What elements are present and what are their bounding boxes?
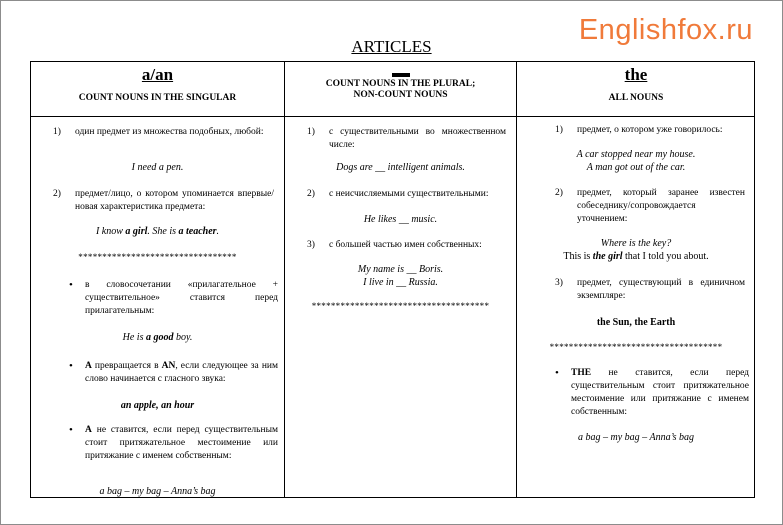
column-body bbox=[31, 117, 284, 497]
column-zero-article bbox=[284, 62, 516, 497]
example-part: boy. bbox=[173, 332, 193, 343]
example-part: I know bbox=[95, 226, 126, 237]
bullet-text bbox=[69, 360, 278, 386]
item-text: предмет, существующий в единичном экземпляре: bbox=[577, 278, 745, 301]
example: A man got out of the car. bbox=[586, 162, 686, 173]
example: an apple, an hour bbox=[120, 400, 195, 411]
item-text: предмет, который заранее известен собеседнику/сопровождается уточнением: bbox=[577, 188, 745, 224]
bullet-icon: • bbox=[69, 360, 73, 372]
header-title: a/an bbox=[141, 65, 174, 84]
column-the bbox=[516, 62, 755, 497]
item-text: с неисчисляемыми существительными: bbox=[329, 189, 489, 199]
bullet-bold: THE bbox=[571, 368, 592, 378]
example-bold: the girl bbox=[592, 251, 623, 262]
rule-item bbox=[53, 188, 274, 214]
item-text: один предмет из множества подобных, любой: bbox=[75, 127, 264, 137]
bullet-icon: • bbox=[69, 279, 73, 291]
header-subtitle: ALL NOUNS bbox=[608, 93, 664, 103]
example: I live in __ Russia. bbox=[363, 277, 438, 288]
item-text: с существительными во множественном числе: bbox=[329, 127, 506, 150]
separator-stars: ************************************ bbox=[549, 342, 723, 352]
bullet-icon: • bbox=[555, 367, 559, 379]
bullet-item bbox=[555, 367, 749, 419]
item-number: 1) bbox=[555, 125, 563, 135]
zero-article-dash bbox=[392, 73, 410, 77]
item-number: 2) bbox=[555, 188, 563, 198]
rule-item bbox=[555, 124, 745, 137]
header-subtitle: COUNT NOUNS IN THE SINGULAR bbox=[78, 93, 237, 103]
example-bold: a good bbox=[145, 332, 174, 343]
column-header-zero bbox=[285, 62, 516, 117]
bullet-part: , если следующее за ним слово начинается с гласного звука: bbox=[85, 361, 278, 384]
rule-item bbox=[555, 277, 745, 303]
separator-stars: ********************************* bbox=[78, 252, 237, 262]
rule-item bbox=[307, 188, 506, 201]
bullet-item bbox=[69, 360, 278, 386]
bullet-bold: A bbox=[85, 361, 92, 371]
example-part: He is bbox=[122, 332, 146, 343]
rule-item bbox=[53, 126, 274, 139]
example-part: that I told you about. bbox=[622, 251, 709, 262]
rule-item bbox=[555, 187, 745, 226]
item-number: 2) bbox=[53, 189, 61, 199]
header-subtitle: COUNT NOUNS IN THE PLURAL; bbox=[325, 79, 476, 89]
example-bold: a teacher bbox=[178, 226, 217, 237]
page-title: ARTICLES bbox=[351, 37, 432, 56]
example: He likes __ music. bbox=[363, 214, 438, 225]
example: Where is the key? bbox=[600, 238, 672, 249]
column-header-the bbox=[517, 62, 755, 117]
column-header-a-an bbox=[31, 62, 284, 117]
separator-stars: ************************************* bbox=[311, 301, 490, 311]
example: a bag – my bag – Anna’s bag bbox=[99, 486, 216, 497]
rule-item bbox=[307, 126, 506, 152]
bullet-icon: • bbox=[69, 424, 73, 436]
example bbox=[31, 225, 284, 238]
bullet-text bbox=[555, 367, 749, 419]
example bbox=[517, 250, 755, 263]
header-subtitle: NON-COUNT NOUNS bbox=[353, 90, 448, 100]
example-part: This is bbox=[563, 251, 593, 262]
bullet-item bbox=[69, 424, 278, 463]
example: the Sun, the Earth bbox=[596, 317, 676, 328]
bullet-text: в словосочетании «прилагательное + существительное» ставится перед прилагательным: bbox=[85, 280, 278, 316]
example: A car stopped near my house. bbox=[576, 149, 696, 160]
column-a-an bbox=[31, 62, 284, 497]
header-title: the bbox=[624, 65, 648, 84]
example-part: . She is bbox=[147, 226, 179, 237]
item-text: с большей частью имен собственных: bbox=[329, 240, 482, 250]
bullet-part: не ставится, если перед существительным стоит притяжательное местоимение или притяжание с именем собственным: bbox=[85, 425, 278, 461]
bullet-bold: A bbox=[85, 425, 92, 435]
example bbox=[31, 331, 284, 344]
bullet-part: превращается в bbox=[91, 361, 162, 371]
bullet-text bbox=[69, 424, 278, 463]
item-number: 1) bbox=[307, 127, 315, 137]
item-number: 2) bbox=[307, 189, 315, 199]
column-body bbox=[285, 117, 516, 497]
item-number: 1) bbox=[53, 127, 61, 137]
brand-logo: Englishfox.ru bbox=[578, 14, 753, 46]
bullet-part: не ставится, если перед существительным стоит притяжательное местоимение или притяжание с именем собственным: bbox=[571, 368, 749, 417]
example: a bag – my bag – Anna’s bag bbox=[577, 432, 695, 443]
example-bold: a girl bbox=[125, 226, 148, 237]
item-number: 3) bbox=[555, 278, 563, 288]
bullet-item bbox=[69, 279, 278, 318]
column-body bbox=[517, 117, 755, 497]
item-number: 3) bbox=[307, 240, 315, 250]
example: Dogs are __ intelligent animals. bbox=[336, 162, 465, 173]
example: I need a pen. bbox=[131, 162, 184, 173]
rule-item bbox=[307, 239, 510, 252]
example: My name is __ Boris. bbox=[357, 264, 444, 275]
item-text: предмет, о котором уже говорилось: bbox=[577, 125, 723, 135]
articles-table bbox=[30, 61, 755, 498]
bullet-bold: AN bbox=[161, 361, 176, 371]
item-text: предмет/лицо, о котором упоминается впервые/новая характеристика предмета: bbox=[75, 189, 274, 212]
example-part: . bbox=[216, 226, 220, 237]
